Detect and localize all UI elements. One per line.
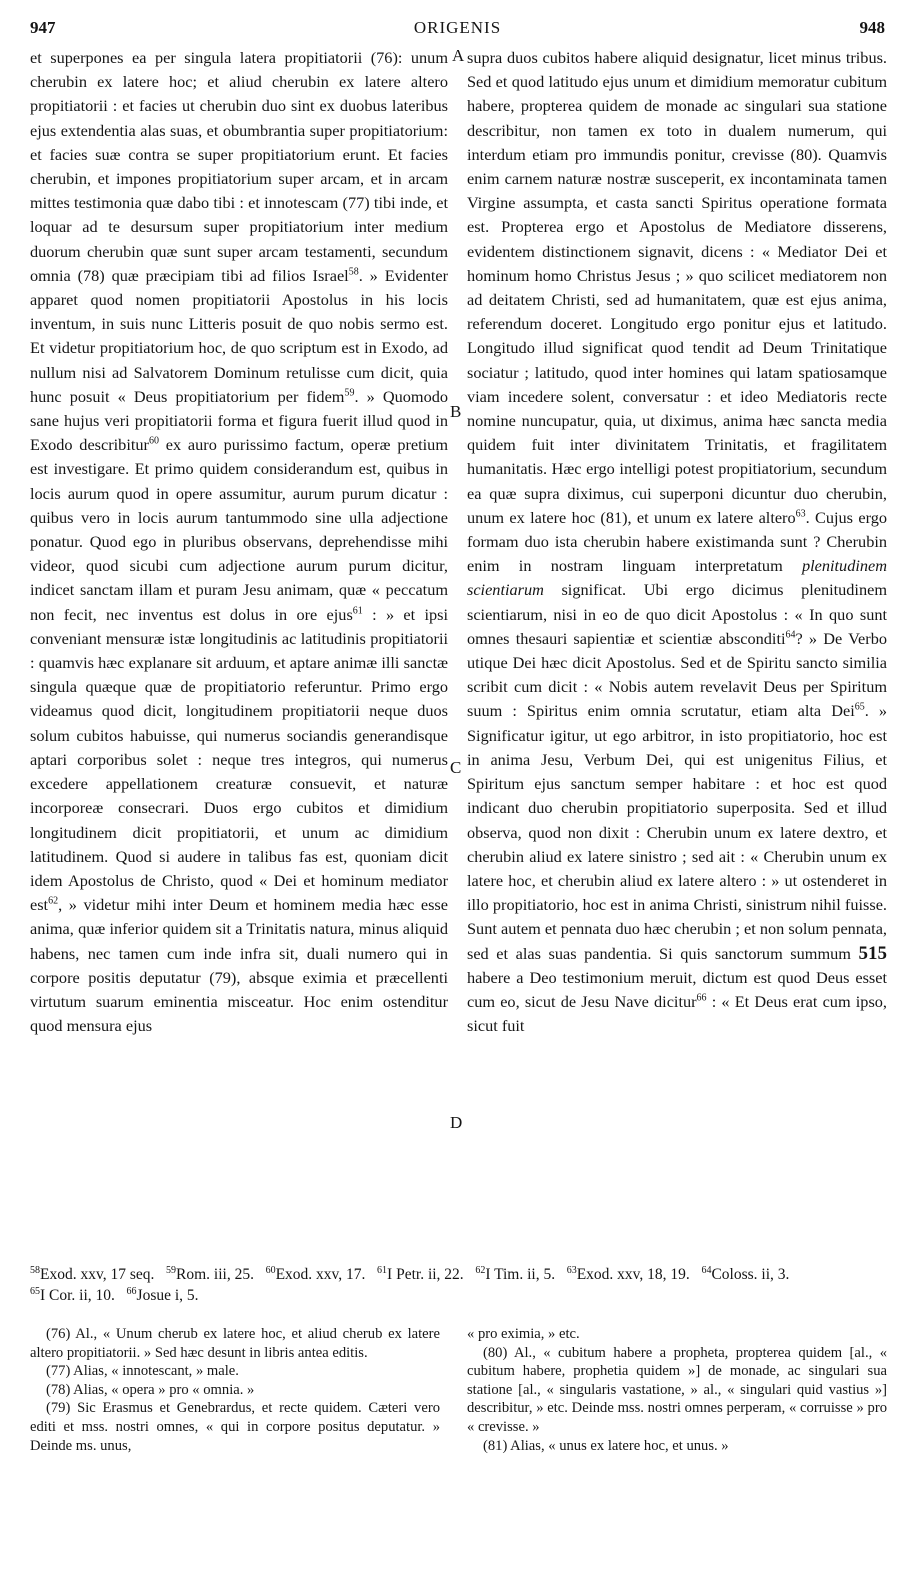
note-79-continued: « pro eximia, » etc.	[467, 1326, 580, 1342]
footnote-ref: 65	[854, 702, 865, 714]
reference-item: $^{64}$Coloss. ii, 3.	[701, 1264, 790, 1283]
footnote-ref: 58	[348, 266, 359, 278]
footnote-ref: 64	[785, 629, 796, 641]
note-81: (81) Alias, « unus ex latere hoc, et unus. »	[483, 1437, 729, 1454]
reference-item: $^{60}$Exod. xxv, 17.	[265, 1264, 366, 1283]
reference-item: $^{61}$I Petr. ii, 22.	[377, 1264, 464, 1283]
margin-letter-b: B	[450, 402, 462, 421]
footnote-ref: 62	[48, 895, 59, 907]
note-77: (77) Alias, « innotescant, » male.	[46, 1363, 239, 1380]
footnote-ref: 60	[148, 435, 159, 447]
reference-item: $^{63}$Exod. xxv, 18, 19.	[566, 1264, 690, 1283]
note-78: (78) Alias, « opera » pro « omnia. »	[46, 1381, 255, 1398]
right-text-column	[467, 46, 887, 1261]
notes-left-column	[30, 1325, 440, 1455]
scripture-references	[30, 1264, 885, 1306]
reference-item: $^{66}$Josue i, 5.	[126, 1285, 199, 1304]
note-79: (79) Sic Erasmus et Genebrardus, et recte quidem. Cæteri vero editi et mss. nostri omnes, « qui in corpore positus deputatur. » Deinde ms. unus,	[30, 1400, 440, 1454]
reference-item: $^{59}$Rom. iii, 25.	[166, 1264, 254, 1283]
running-title: ORIGENIS	[413, 18, 502, 37]
note-80: (80) Al., « cubitum habere a propheta, propterea quidem [al., « cubitum habere, prophetia quidem »] de monade, ac singulari sua statione [al., « singularis vastatione, » al., « singulari quid vastius »] describitur, » etc. Deinde mss. nostri omnes perperam, « corruisse » pro « crevisse. »	[467, 1344, 887, 1435]
margin-letter-d: D	[450, 1113, 463, 1132]
reference-item: $^{62}$I Tim. ii, 5.	[475, 1264, 556, 1283]
footnote-ref: 63	[795, 508, 806, 520]
folio-marker: 515	[858, 942, 887, 964]
page-number-right: 948	[859, 18, 885, 37]
left-column-text: et superpones ea per singula latera propitiatorii (76): unum cherubin ex latere hoc; et aliud cherubin ex latere altero propitiatorii : et facies ut cherubin duo sint ex duobus lateribus ejus extendentia alas suas, et obumbrantia super propitiatorium: et facies suæ contra se super propitiatorium erunt. Et facies cherubin, et impones propitiatorium super arcam, et in arcam mittes testimonia quæ dabo tibi : et innotescam (77) tibi inde, et loquar ad te desursum super propitiatorium inter medium duorum cherubin quæ sunt super arcam testamenti, secundum omnia (78) quæ præcipiam tibi ad filios Israel$^{58}$. » Evidenter apparet quod nomen propitiatorii Apostolus in his locis inventum, in suis nunc Litteris posuit de quo nobis sermo est. Et videtur propitiatorium hoc, de quo scriptum est in Exodo, ad nullum nisi ad Salvatorem Dominum retulisse cum dicit, quia hunc posuit « Deus propitiatorium per fidem$^{59}$. » Quomodo sane hujus veri propitiatorii forma et figura fuerit illud quod in Exodo describitur$^{60}$ ex auro purissimo factum, operæ pretium est investigare. Et primo quidem considerandum est, quibus in locis aurum quod in opere assumitur, aurum purum dicatur : quibus vero in locis aurum tantummodo sine ulla adjectione ponatur. Quod ego in pluribus observans, deprehendisse mihi videor, quod sicubi cum adjectione aurum purum dicitur, indicet sanctam illam et puram Jesu animam, quæ « peccatum non fecit, nec inventus est dolus in ore ejus$^{61}$ : » et ipsi conveniant mensuræ istæ longitudinis ac latitudinis propitiatorii : quamvis hæc explanare sit arduum, et aptare animæ illi sanctæ singula quæque quæ de propitiatorio referuntur. Primo ergo videamus quod dicit, longitudinem propitiatorii neque duos solum cubitos habuisse, qui numerus sociandis generandisque aptari corporibus solet : neque tres integros, qui numerus excedere appellationem creaturæ consuevit, et naturæ incorporeæ consecrari. Duos ergo cubitos et dimidium longitudinem dicit propitiatorii, et unum ac dimidium latitudinem. Quod si audere in talibus fas est, quoniam dicit idem Apostolus de Christo, quod « Dei et hominum mediator est$^{62}$, » videtur mihi inter Deum et hominem media hæc esse anima, quæ inferior quidem sit a Trinitatis natura, minus aliquid habens, nec tamen cum inde infra sit, duali numero qui in corpore positis deputatur (79), absque eximia et præcellenti virtutum suarum eminentia misceatur. Hoc enim ostenditur quod mensura ejus	[30, 48, 448, 1036]
page-header	[30, 18, 885, 42]
footnote-ref: 59	[344, 387, 355, 399]
footnote-ref: 66	[696, 992, 707, 1004]
footnote-ref: 61	[352, 605, 363, 617]
notes-right-column	[467, 1325, 887, 1455]
reference-item: $^{58}$Exod. xxv, 17 seq.	[30, 1264, 155, 1283]
page-number-left: 947	[30, 18, 56, 37]
right-column-text: supra duos cubitos habere aliquid designatur, licet minus tribus. Sed et quod latitudo ejus unum et dimidium memoratur cubitum habere, propterea quidem de monade ac singulari sua statione describitur, non tamen ex toto in dualem numerum, qui interdum etiam pro immundis ponitur, crevisse (80). Quamvis enim carnem naturæ nostræ susceperit, ex incontaminata tamen Virgine assumpta, et casta sancti Spiritus operatione formata est. Propterea ergo et Apostolus de Mediatore disserens, evidentem distinctionem signavit, dicens : « Mediator Dei et hominum homo Christus Jesus ; » quo scilicet mediatorem non ad deitatem Christi, sed ad humanitatem, quæ est ejus anima, referendum doceret. Longitudo ergo ponitur ejus et latitudo. Longitudo illud significat quod tendit ad Deum Trinitatique sociatur ; latitudo, quod inter homines qui latam spatiosamque viam incedere solent, conversatur : et ideo Mediatoris recte nomine nuncupatur, quia, ut diximus, anima hæc sancta media quidem fuit inter divinitatem Trinitatis, et fragilitatem humanitatis. Hæc ergo intelligi potest propitiatorium, secundum ea quæ supra diximus, cui superponi dicuntur duo cherubin, unum ex latere hoc (81), et unum ex latere altero$^{63}$. Cujus ergo formam duo ista cherubin habere existimanda sunt ? Cherubin enim in nostram linguam interpretatum plenitudinem scientiarum significat. Ubi ergo dicimus plenitudinem scientiarum, nisi in eo de quo dicit Apostolus : « In quo sunt omnes thesauri sapientiæ et scientiæ absconditi$^{64}$? » De Verbo utique Dei hæc dicit Apostolus. Sed et de Spiritu sancto similia scribit cum dicit : « Nobis autem revelavit Deus per Spiritum suum : Spiritus enim omnia scrutatur, etiam alta Dei$^{65}$. » Significatur igitur, ut ego arbitror, in isto propitiatorio, hoc est in anima Jesu, Verbum Dei, qui est unigenitus Filius, et Spiritum ejus sanctum semper habitare : et hoc est quod indicant duo cherubin propitiatorio superposita. Sed et illud observa, quod non dixit : Cherubin unum ex latere dextro, et cherubin aliud ex latere sinistro ; sed ait : « Cherubin unum ex latere hoc, et cherubin aliud ex latere altero : » ut ostenderet in illo propitiatorio, hoc est in anima Christi, sinistrum nihil fuisse. Sunt autem et pennata duo hæc cherubin ; et non solum pennata, sed et alas suas pandentia. Si quis sanctorum summum 515 habere a Deo testimonium meruit, dictum est quod Deus esset cum eo, sicut de Jesu Nave dicitur$^{66}$ : « Et Deus erat cum ipso, sicut fuit	[467, 48, 887, 1036]
reference-item: $^{65}$I Cor. ii, 10.	[30, 1285, 115, 1304]
left-text-column	[30, 46, 448, 1261]
margin-letter-a: A	[452, 46, 465, 65]
note-76: (76) Al., « Unum cherub ex latere hoc, et aliud cherub ex latere altero propitiatorii. » Sed hæc desunt in libris antea editis.	[30, 1326, 440, 1361]
margin-letter-c: C	[450, 758, 462, 777]
italic-phrase: plenitudinem scientiarum	[467, 556, 887, 600]
